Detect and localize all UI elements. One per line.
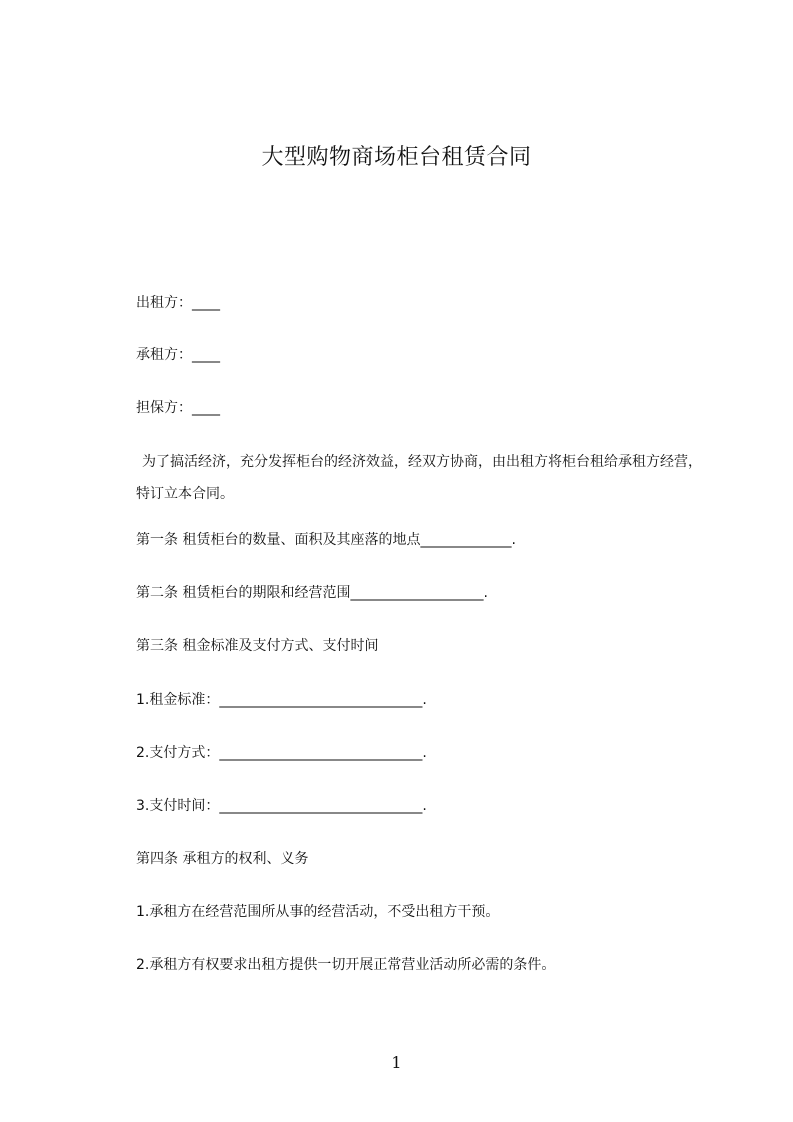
article-4-item-2: 2.承租方有权要求出租方提供一切开展正常营业活动所必需的条件。 <box>136 957 556 973</box>
document-title: 大型购物商场柜台租赁合同 <box>261 145 532 170</box>
preamble-paragraph <box>136 446 712 510</box>
preamble-text: 为了搞活经济，充分发挥柜台的经济效益，经双方协商，由出租方将柜台租给承租方经营，特订立本合同。 <box>136 454 702 502</box>
article-2: 第二条 租赁柜台的期限和经营范围___________________. <box>136 585 488 601</box>
guarantor-line: 担保方：____ <box>136 400 220 416</box>
article-1: 第一条 租赁柜台的数量、面积及其座落的地点_____________. <box>136 532 516 548</box>
article-3-item-1: 1.租金标准：_____________________________. <box>136 692 427 708</box>
lessee-line: 承租方：____ <box>136 347 220 363</box>
article-3-item-3: 3.支付时间：_____________________________. <box>136 798 427 814</box>
article-4: 第四条 承租方的权利、义务 <box>136 851 309 867</box>
lessor-line: 出租方：____ <box>136 295 220 311</box>
article-4-item-1: 1.承租方在经营范围所从事的经营活动，不受出租方干预。 <box>136 904 500 920</box>
article-3-item-2: 2.支付方式：_____________________________. <box>136 745 427 761</box>
article-3: 第三条 租金标准及支付方式、支付时间 <box>136 638 379 654</box>
page-number: 1 <box>391 1053 402 1072</box>
